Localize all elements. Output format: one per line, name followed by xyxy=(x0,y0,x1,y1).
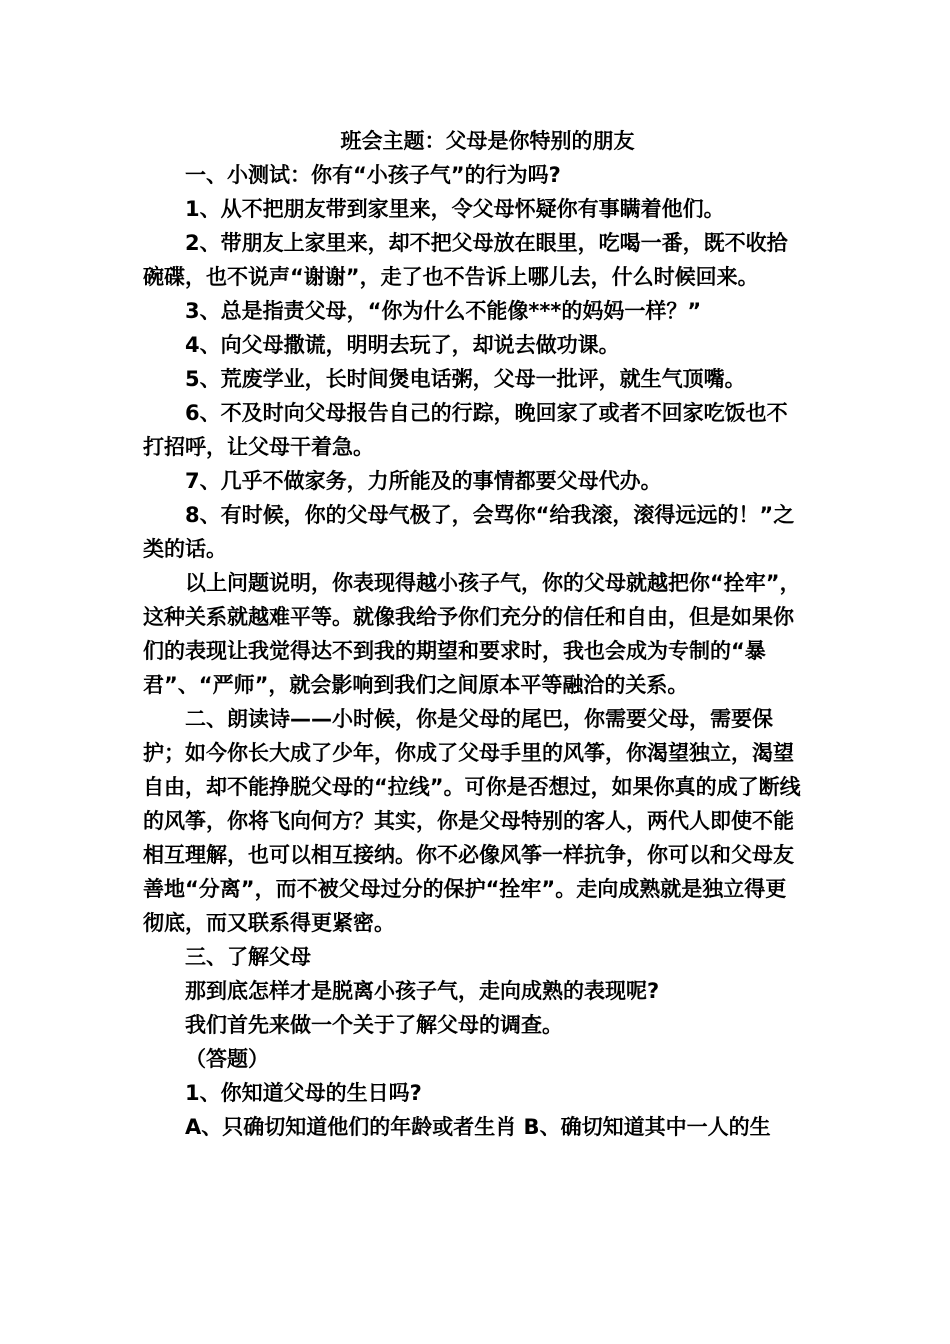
answer-note: （答题） xyxy=(185,1047,269,1071)
quiz-item-6: 6、不及时向父母报告自己的行踪，晚回家了或者不回家吃饭也不打招呼，让父母干着急。 xyxy=(143,401,788,459)
section-heading-understand-parents: 三、了解父母 xyxy=(185,945,311,969)
question-text: 那到底怎样才是脱离小孩子气，走向成熟的表现呢? xyxy=(185,979,660,1003)
quiz-item-3: 3、总是指责父母，“你为什么不能像***的妈妈一样？” xyxy=(185,299,702,323)
section-heading-quiz: 一、小测试：你有“小孩子气”的行为吗? xyxy=(185,163,561,187)
section-poem: 二、朗读诗——小时候，你是父母的尾巴，你需要父母，需要保护；如今你长大成了少年，你成了父母手里的风筝，你渴望独立，渴望自由，却不能挣脱父母的“拉线”。可你是否想过，如果你真的成了断线的风筝，你将飞向何方？其实，你是父母特别的客人，两代人即使不能相互理解，也可以相互接纳。你不必像风筝一样抗争，你可以和父母友善地“分离”，而不被父母过分的保护“拴牢”。走向成熟就是独立得更彻底，而又联系得更紧密。 xyxy=(143,707,801,935)
survey-question-1: 1、你知道父母的生日吗? xyxy=(185,1081,422,1105)
quiz-summary: 以上问题说明，你表现得越小孩子气，你的父母就越把你“拴牢”，这种关系就越难平等。就像我给予你们充分的信任和自由，但是如果你们的表现让我觉得达不到我的期望和要求时，我也会成为专制的“暴君”、“严师”，就会影响到我们之间原本平等融洽的关系。 xyxy=(143,571,801,697)
quiz-item-8: 8、有时候，你的父母气极了，会骂你“给我滚，滚得远远的！”之类的话。 xyxy=(143,503,795,561)
quiz-item-1: 1、从不把朋友带到家里来，令父母怀疑你有事瞒着他们。 xyxy=(185,197,725,221)
survey-options: A、只确切知道他们的年龄或者生肖 B、确切知道其中一人的生 xyxy=(185,1115,771,1139)
document-title: 班会主题：父母是你特别的朋友 xyxy=(340,129,635,153)
quiz-item-5: 5、荒废学业，长时间煲电话粥，父母一批评，就生气顶嘴。 xyxy=(185,367,746,391)
quiz-item-2: 2、带朋友上家里来，却不把父母放在眼里，吃喝一番，既不收拾碗碟，也不说声“谢谢”，走了也不告诉上哪儿去，什么时候回来。 xyxy=(143,231,788,289)
quiz-item-7: 7、几乎不做家务，力所能及的事情都要父母代办。 xyxy=(185,469,662,493)
survey-intro: 我们首先来做一个关于了解父母的调查。 xyxy=(185,1013,563,1037)
quiz-item-4: 4、向父母撒谎，明明去玩了，却说去做功课。 xyxy=(185,333,620,357)
document-body xyxy=(143,124,807,1144)
